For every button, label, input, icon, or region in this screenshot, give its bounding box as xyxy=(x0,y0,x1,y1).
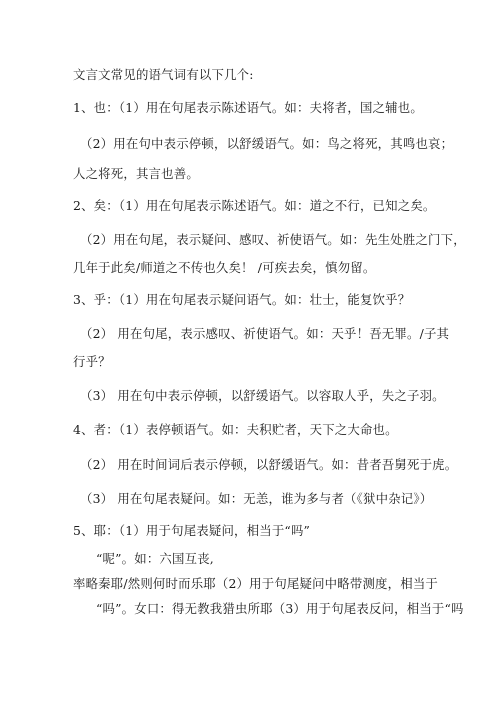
text-line: “呢”。如：六国互丧, xyxy=(96,551,214,566)
text-line: 1、也：（1）用在句尾表示陈述语气。如：夫将者，国之辅也。 xyxy=(73,100,423,115)
text-line: 3、乎：（1）用在句尾表示疑问语气。如：壮士，能复饮乎？ xyxy=(73,292,411,307)
text-line: 几年于此矣/师道之不传也久矣！ /可疾去矣，慎勿留。 xyxy=(73,260,376,275)
text-line: （2）用在句尾，表示疑问、感叹、祈使语气。如：先生处胜之门下， xyxy=(80,232,466,247)
text-line: 4、者：（1）表停顿语气。如：夫积贮者，天下之大命也。 xyxy=(73,422,398,437)
text-line: （2）用在句中表示停顿，以舒缓语气。如：鸟之将死，其鸣也哀； xyxy=(80,136,454,151)
text-line: （2） 用在句尾，表示感叹、祈使语气。如：天乎！吾无罪。/子其 xyxy=(80,326,450,341)
text-line: （2） 用在时间词后表示停顿，以舒缓语气。如：昔者吾舅死于虎。 xyxy=(80,457,458,472)
text-line: 行乎？ xyxy=(73,354,111,369)
text-line: “吗”。女口：得无教我猎虫所耶（3）用于句尾表反问，相当于“吗 xyxy=(96,601,464,616)
text-line: 5、耶：（1）用于句尾表疑问，相当于“吗” xyxy=(73,523,311,538)
text-line: （3） 用在句中表示停顿，以舒缓语气。以容取人乎，失之子羽。 xyxy=(80,388,445,403)
text-line: 率略秦耶/然则何时而乐耶（2）用于句尾疑问中略带测度，相当于 xyxy=(73,576,438,591)
intro-line: 文言文常见的语气词有以下几个: xyxy=(73,67,254,82)
text-line: 人之将死，其言也善。 xyxy=(73,166,199,181)
text-line: 2、矣：（1）用在句尾表示陈述语气。如：道之不行，已知之矣。 xyxy=(73,198,436,213)
text-line: （3） 用在句尾表疑问。如：无恙，谁为多与者（《狱中杂记》） xyxy=(80,491,433,506)
